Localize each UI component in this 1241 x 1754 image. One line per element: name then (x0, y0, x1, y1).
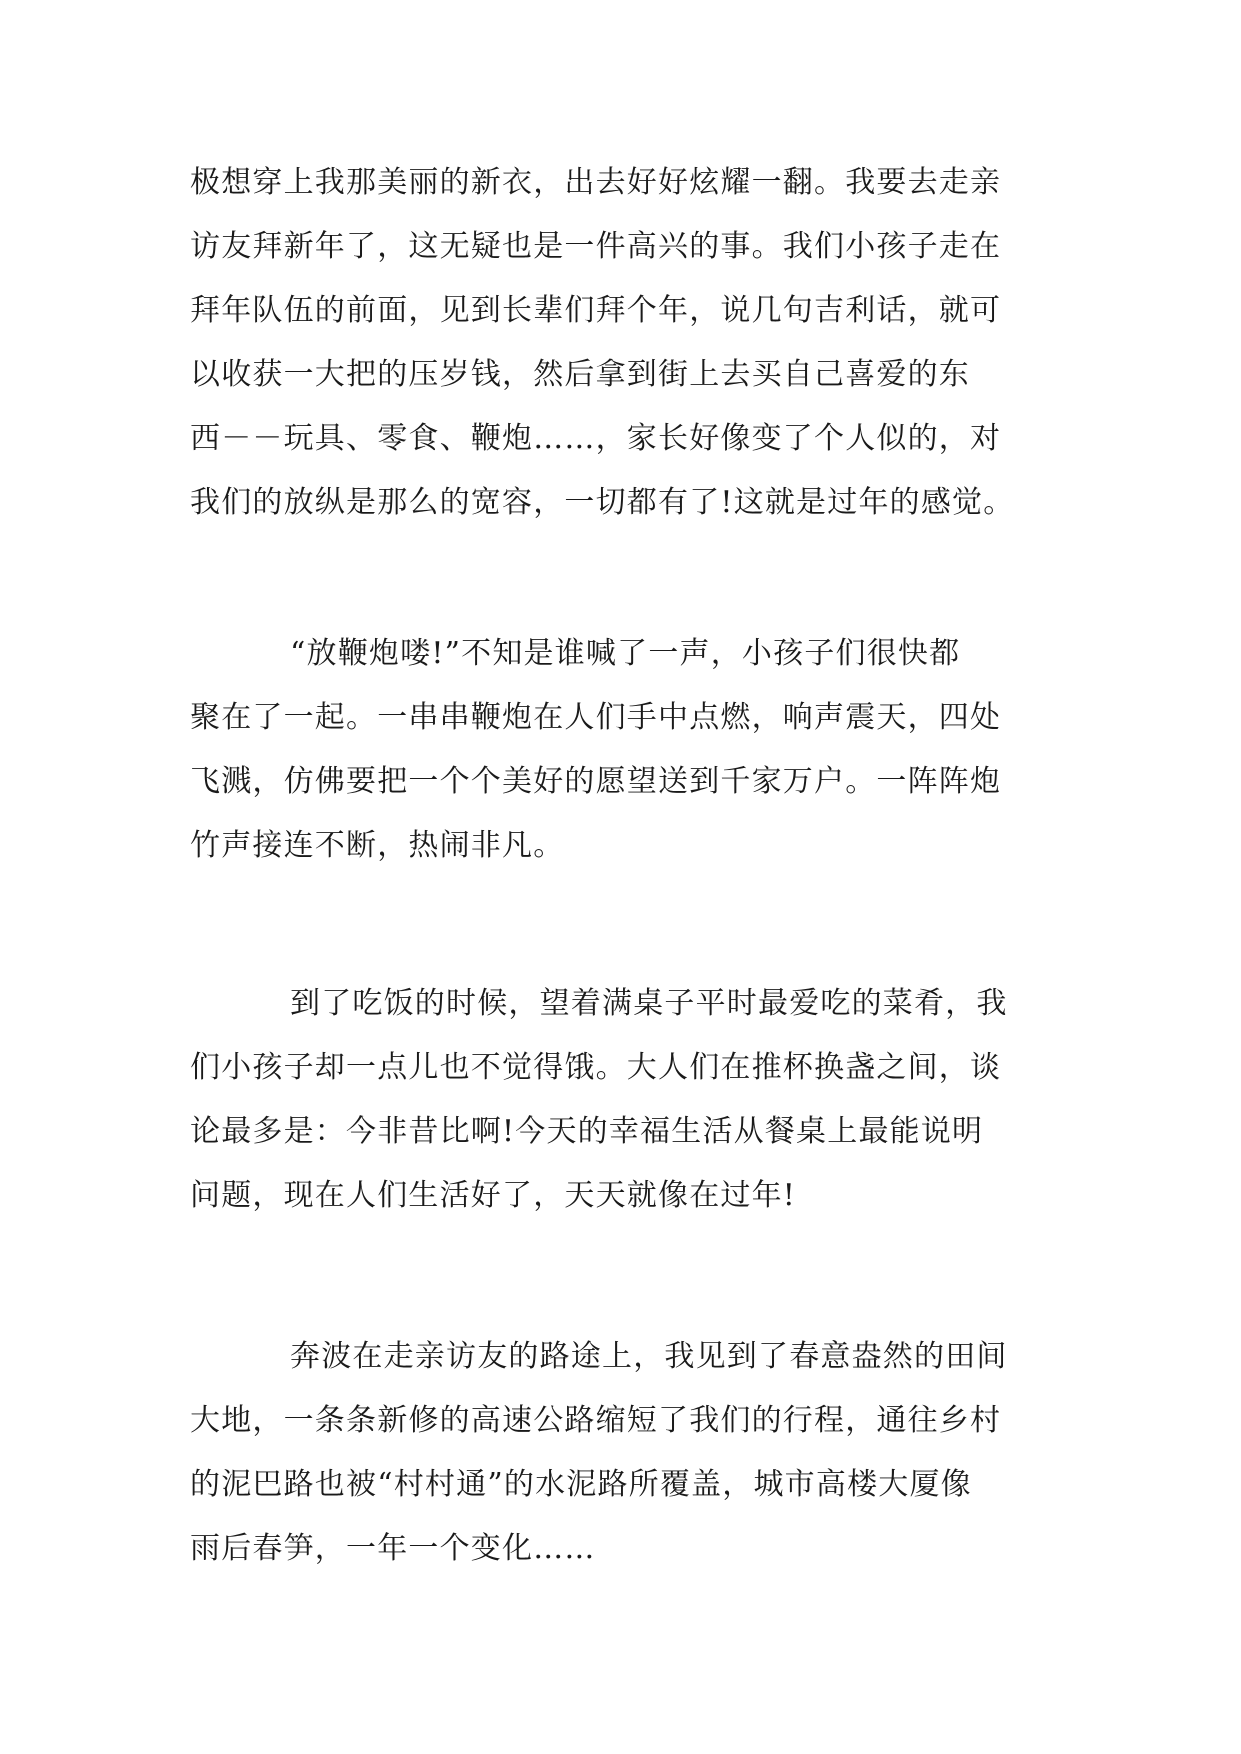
paragraph-line: 论最多是：今非昔比啊!今天的幸福生活从餐桌上最能说明 (190, 1114, 984, 1149)
paragraph-line: 问题，现在人们生活好了，天天就像在过年! (190, 1178, 797, 1213)
paragraph-line: 大地，一条条新修的高速公路缩短了我们的行程，通往乡村 (190, 1403, 1002, 1438)
paragraph-line: 我们的放纵是那么的宽容，一切都有了!这就是过年的感觉。 (190, 485, 1015, 520)
paragraph-line: 们小孩子却一点儿也不觉得饿。大人们在推杯换盏之间，谈 (190, 1050, 1002, 1085)
paragraph-line: 的泥巴路也被“村村通”的水泥路所覆盖，城市高楼大厦像 (190, 1467, 972, 1502)
paragraph-3 (190, 972, 1060, 1228)
paragraph-line: 竹声接连不断，热闹非凡。 (190, 828, 565, 863)
paragraph-line: 雨后春笋，一年一个变化…… (190, 1531, 596, 1566)
paragraph-line: 访友拜新年了，这无疑也是一件高兴的事。我们小孩子走在 (190, 229, 1002, 264)
paragraph-line: 飞溅，仿佛要把一个个美好的愿望送到千家万户。一阵阵炮 (190, 764, 1002, 799)
paragraph-4 (190, 1325, 1060, 1581)
paragraph-line: 聚在了一起。一串串鞭炮在人们手中点燃，响声震天，四处 (190, 700, 1002, 735)
paragraph-1 (190, 151, 1060, 535)
paragraph-line: 拜年队伍的前面，见到长辈们拜个年，说几句吉利话，就可 (190, 293, 1002, 328)
paragraph-line: “放鞭炮喽!”不知是谁喊了一声，小孩子们很快都 (290, 636, 961, 671)
paragraph-line: 西－－玩具、零食、鞭炮……，家长好像变了个人似的，对 (190, 421, 1002, 456)
paragraph-line: 极想穿上我那美丽的新衣，出去好好炫耀一翻。我要去走亲 (190, 165, 1002, 200)
paragraph-line: 到了吃饭的时候，望着满桌子平时最爱吃的菜肴，我 (290, 986, 1008, 1021)
paragraph-line: 以收获一大把的压岁钱，然后拿到街上去买自己喜爱的东 (190, 357, 970, 392)
paragraph-line: 奔波在走亲访友的路途上，我见到了春意盎然的田间 (290, 1339, 1008, 1374)
paragraph-2 (190, 622, 1060, 878)
